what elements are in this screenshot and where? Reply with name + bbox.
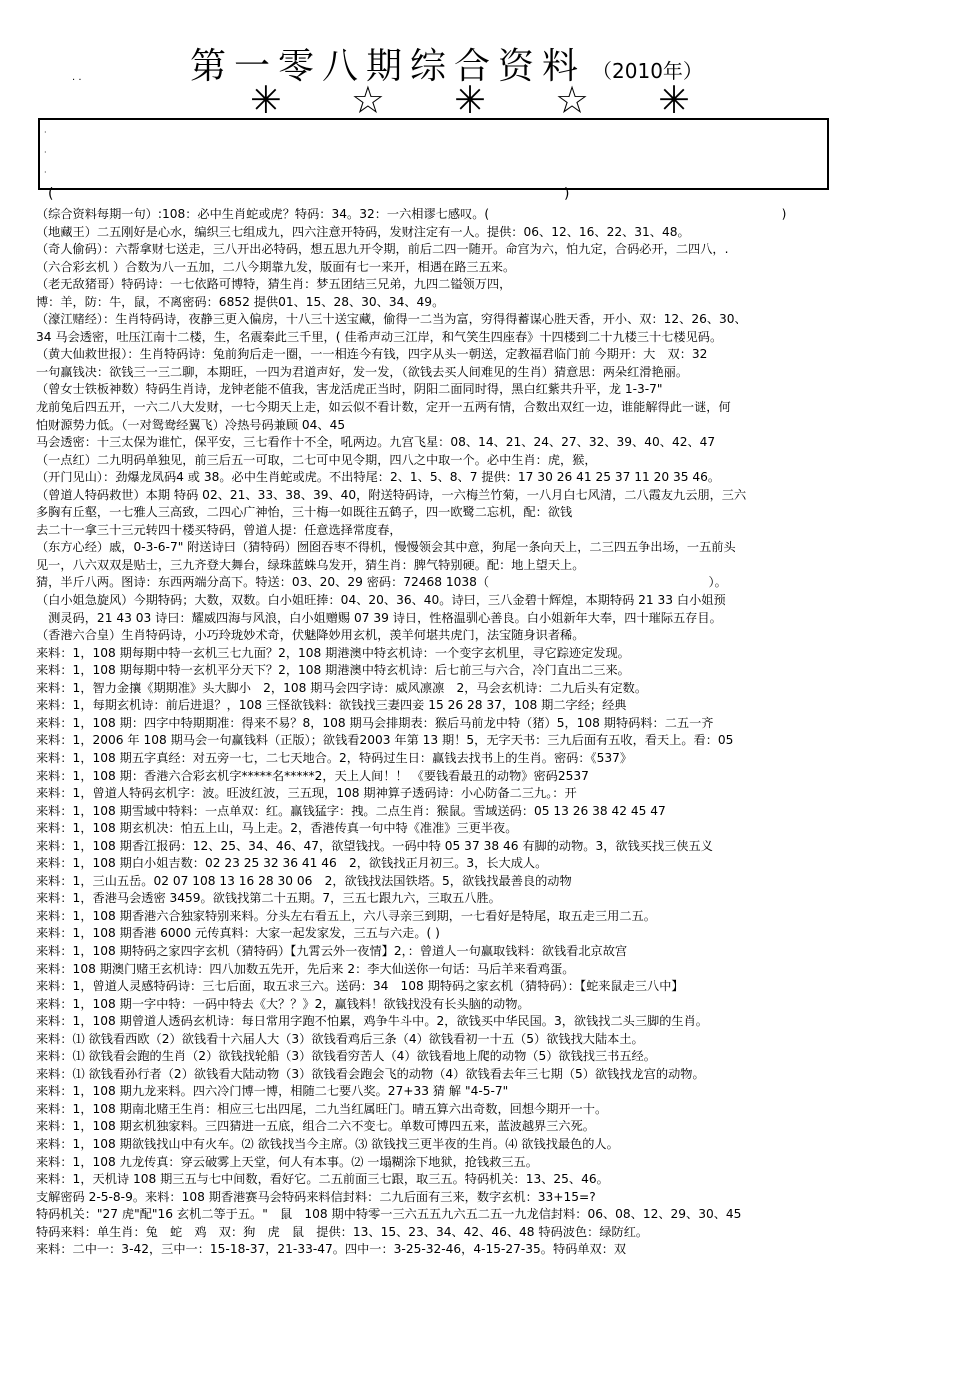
text-line: （香港六合皇）生肖特码诗，小巧玲珑妙术奇，伏魅降妙用玄机，羡羊何堪共虎门，法宝随身识者稀。 bbox=[36, 628, 585, 643]
text-line: 特码来料：单生肖：兔 蛇 鸡 双：狗 虎 鼠 提供：13、15、23、34、42、46、48 特码波色：绿防红。 bbox=[36, 1224, 649, 1239]
text-line: （白小姐急旋风）今期特码；大数，双数。白小姐旺捧：04、20、36、40。诗曰，三八金碧十辉煌，本期特码 21 33 白小姐预 bbox=[36, 593, 726, 608]
text-line: 来料：1，108 期欲钱找山中有火车。⑵ 欲钱找当今主席。⑶ 欲钱找三更半夜的生肖。⑷ 欲钱找最色的人。 bbox=[36, 1136, 619, 1151]
decorative-dots: · · bbox=[72, 75, 82, 86]
text-line: （一点红）二九明码单独见，前三后五一可取，二七可中见令期，四八之中取一个。必中生肖：虎，猴， bbox=[36, 452, 597, 467]
text-line: 一句赢钱决：欲钱三一三二聊，本期旺，一四为君道声好，发一发，（欲钱去买人间难见的生肖）猜意思：两朵红滑艳丽。 bbox=[36, 364, 689, 379]
text-line: 来料：1，三山五岳。02 07 108 13 16 28 30 06 2，欲钱找法国铁塔。5，欲钱找最善良的动物 bbox=[36, 873, 572, 888]
text-line: 来料：1，天机诗 108 期三五与七中间数，看好它。二五前面三七跟，取三五。特码机关：13、25、46。 bbox=[36, 1172, 609, 1187]
text-line: （濠江赌经）：生肖特码诗，夜静三更入偏房，十八三十送宝藏，偷得一二当为富，穷得得蓄谋心胜天香，开小、双：12、26、30、 bbox=[36, 312, 747, 327]
text-line: 来料：⑴ 欲钱看孙行者（2）欲钱看大陆动物（3）欲钱看会跑会飞的动物（4）欲钱看去年三七期（5）欲钱找龙宫的动物。 bbox=[36, 1066, 705, 1081]
text-line: 来料：⑴ 欲钱看西欧（2）欲钱看十六届人大（3）欲钱看鸡后三条（4）欲钱看初一十五（5）欲钱找大陆本土。 bbox=[36, 1031, 644, 1046]
text-line: 来料：1，智力金攘《期期准》头大脚小 2，108 期马会四字诗：威风凛凛 2，马会玄机诗：二九后头有定数。 bbox=[36, 680, 648, 695]
text-line: （综合资料每期一句）:108：必中生肖蛇或虎？特码：34。32：一六相谬七感叹。( ) bbox=[36, 207, 787, 221]
text-line: 来料：1，108 期雪域中特料：一点单双：红。赢钱猛字：拽。二点生肖：猴鼠。雪域送码：05 13 26 38 42 45 47 bbox=[36, 803, 666, 818]
text-line: 来料：1，108 期香江报码：12、25、34、46、47，欲望钱找。一码中特 05 37 38 46 有脚的动物。3，欲钱买找三侠五义 bbox=[36, 838, 713, 853]
text-line: （奇人偷码）：六帮拿财七送走，三八开出必特码，想五思九开令期，前后二四一随开。命宫为六，怕九定，合码必开，二四八，. bbox=[36, 242, 729, 257]
box-mark: · bbox=[44, 148, 47, 157]
content-body bbox=[36, 206, 926, 1259]
text-line: 来料：二中一：3-42，三中一：15-18-37，21-33-47。四中一：3-25-32-46，4-15-27-35。特码单双：双 bbox=[36, 1242, 627, 1257]
text-line: 来料：1，108 期南北赌王生肖：相应三七出四尾，二九当红属旺门。晴五算六出奇数，回想今期开一十。 bbox=[36, 1101, 608, 1116]
text-line: 龙前兔后四五开，一六二八大发财，一七今期天上走，如云似不看计数，定开一五两有情，合数出双红一边，谁能解得此一谜，何 bbox=[36, 400, 731, 415]
text-line: 猜，半斤八两。图诗：东西两端分高下。特送：03、20、29 密码：72468 1038（ ）。 bbox=[36, 575, 727, 590]
text-line: （地藏王）二五刚好是心水，编织三七组成九，四六注意开特码，发财注定有一人。提供：06、12、16、22、31、48。 bbox=[36, 224, 690, 239]
text-line: 多胸有丘壑，一七雅人三高致，二四心广神怡，三十梅一如既往五鹤子，四一欧鹭二忘机，配：欲钱 bbox=[36, 505, 573, 520]
text-line: 来料：1，108 期白小姐吉数：02 23 25 32 36 41 46 2，欲钱找正月初三。3，长大成人。 bbox=[36, 856, 548, 871]
text-line: （东方心经）戚，0-3-6-7" 附送诗曰（猜特码）囫囵吞枣不得机，慢慢领会其中意，狗尾一条向天上，二三四五争出场，一五前头 bbox=[36, 540, 736, 555]
text-line: 博：羊，防：牛，鼠，不离密码：6852 提供01、15、28、30、34、49。 bbox=[36, 294, 445, 309]
text-line: 来料：1，曾道人灵感特码诗：三七后面，取五求三六。送码：34 108 期特码之家玄机（猜特码）：【蛇来鼠走三八中】 bbox=[36, 979, 684, 994]
text-line: 来料：1，108 期玄机决：怕五上山，马上走。2，香港传真一句中特《准准》三更半夜。 bbox=[36, 821, 518, 836]
box-mark: · bbox=[44, 128, 47, 137]
blank-box bbox=[38, 118, 829, 190]
text-line: 来料：1，108 期玄机独家料。三四猜进一五底，组合二六不变七。单数可博四五来，蓝波越界三六死。 bbox=[36, 1119, 595, 1134]
text-line: 来料：⑴ 欲钱看会跑的生肖（2）欲钱找轮船（3）欲钱看穷苦人（4）欲钱看地上爬的动物（5）欲钱找三书五经。 bbox=[36, 1049, 656, 1064]
asterisk-icon: ✳ bbox=[250, 78, 282, 122]
text-line: （开门见山）：劲爆龙凤码4 或 38。必中生肖蛇或虎。不出特尾：2、1、5、8、7 提供：17 30 26 41 25 37 11 20 35 46。 bbox=[36, 470, 721, 485]
text-line: 来料：1，108 期香港六合独家特别来料。分头左右看五上，六八寻亲三到期，一七看好是特尾，取五走三用二五。 bbox=[36, 908, 656, 923]
title-year: （2010年） bbox=[592, 59, 703, 83]
star-row bbox=[250, 80, 690, 120]
text-line: 来料：1，108 期曾道人透码玄机诗：每日常用字跑不怕累，鸡争牛斗中。2，欲钱买中华民国。3，欲钱找二头三脚的生肖。 bbox=[36, 1014, 708, 1029]
text-line: 来料：1，108 期：四字中特期期准：得来不易？8，108 期马会排期表：猴后马前龙中特（猪）5，108 期特码料：二五一齐 bbox=[36, 715, 714, 730]
text-line: （曾道人特码救世）本期 特码 02、21、33、38、39、40，附送特码诗，一六梅兰竹菊，一八月白七风清，二八霞友九云朋，三六 bbox=[36, 487, 747, 502]
text-line: 来料：1，108 九龙传真：穿云破雾上天堂，何人有本事。⑵ 一塌糊涂下地狱，抢钱救三五。 bbox=[36, 1154, 538, 1169]
text-line: 来料：1，108 期一字中特：一码中特去《大？？》2，赢钱料！欲钱找没有长头脑的动物。 bbox=[36, 996, 530, 1011]
text-line: （曾女士铁板神数）特码生肖诗，龙钟老能不值我，害龙活虎正当时，阴阳二面同时得，黑白红紫共升平，龙 1-3-7" bbox=[36, 382, 663, 397]
paren-right: ) bbox=[564, 186, 570, 202]
text-line: 来料：108 期澳门赌王玄机诗：四八加数五先开，先后来 2：李大仙送你一句话：马后羊来看鸡蛋。 bbox=[36, 961, 575, 976]
text-line: 来料：1，108 期每期中特一玄机三七九面？2，108 期港澳中特玄机诗：一个变字玄机里，寻它踪迹定发现。 bbox=[36, 645, 630, 660]
star-icon: ☆ bbox=[350, 78, 385, 122]
text-line: 来料：1，108 期特码之家四字玄机（猜特码）【九霄云外一夜情】2，：曾道人一句赢取钱料：欲钱看北京故宫 bbox=[36, 943, 628, 958]
text-line: 来料：1，108 期香港 6000 元传真料：大家一起发家发，三五与六走。( ) bbox=[36, 926, 440, 941]
asterisk-icon: ✳ bbox=[658, 78, 690, 122]
paren-left: ( bbox=[48, 186, 54, 202]
text-line: 支解密码 2-5-8-9。来料：108 期香港赛马会特码来料信封料：二九后面有三来，数字玄机：33+15=? bbox=[36, 1189, 596, 1204]
text-line: 测灵码，21 43 03 诗曰：耀威四海与风浪，白小姐赠赐 07 39 诗日，性格温驯心善良。白小姐新年大奉，四十璀际五存目。 bbox=[36, 610, 722, 625]
text-line: 来料：1，2006 年 108 期马会一句赢钱料（正版）；欲钱看2003 年第 13 期！5，无字天书：三九后面有五收，看天上。看：05 bbox=[36, 733, 734, 748]
text-line: 34 马会透密，吐压江南十二楼，生，名震秦此三千里，( 佳希声动三江岸，和气笑生四座春》十四楼到二十九楼三十七楼见码。 bbox=[36, 329, 723, 344]
text-line: 见一，八六双双是贴士，三九齐登大舞台，绿珠蓝蛛乌发开，猜生肖：脾气特别硬。配：地上望天上。 bbox=[36, 557, 585, 572]
box-mark: · bbox=[44, 168, 47, 177]
text-line: 来料：1，108 期九龙来料。四六冷门博一博，相随二七要八奖。27+33 猜 解 "4-5-7" bbox=[36, 1084, 509, 1099]
text-line: 来料：1，108 期：香港六合彩玄机字*****名*****2，天上人间！！ 《要钱看最丑的动物》密码2537 bbox=[36, 768, 589, 783]
text-line: 怕财源势力低。（一对鸳鸯经翼飞）冷热号码兼顾 04、45 bbox=[36, 417, 346, 432]
text-line: 来料：1，108 期五字真经：对五旁一七，二七天地合。2，特码过生日：赢钱去找书上的生肖。密码：《537》 bbox=[36, 750, 633, 765]
asterisk-icon: ✳ bbox=[454, 78, 486, 122]
star-icon: ☆ bbox=[555, 78, 590, 122]
text-line: 来料：1，香港马会透密 3459。欲钱找第二十五期。7，三五七跟九六，三取五八胜。 bbox=[36, 891, 501, 906]
text-line: 来料：1，曾道人特码玄机字：波。旺波红波，三五现，108 期神算子透码诗：小心防备二三九。：开 bbox=[36, 786, 577, 801]
text-line: 来料：1，108 期每期中特一玄机平分天下？2，108 期港澳中特玄机诗：后七前三与六合，冷门直出二三来。 bbox=[36, 663, 630, 678]
title-main: 第一零八期综合资料 bbox=[190, 46, 587, 87]
text-line: 马会透密：十三太保为谁忙，保平安，三七看作十不全，吼两边。九宫飞星：08、14、21、24、27、32、39、40、42、47 bbox=[36, 435, 716, 450]
text-line: （黄大仙救世报）：生肖特码诗：兔前狗后走一圈，一一相连今有钱，四字从头一朝送，定教福君临门前 今期开：大 双：32 bbox=[36, 347, 708, 362]
text-line: （老无敌猪哥）特码诗：一七依路可博特，猜生肖：梦五团结三兄弟，九四二镒领万四， bbox=[36, 277, 512, 292]
text-line: 去二十一拿三十三元转四十楼买特码，曾道人提：任意选择常度春， bbox=[36, 522, 402, 537]
text-line: 特码机关："27 虎"配"16 玄机二等于五。" 鼠 108 期中特零一三六五五九六五二五一九龙信封料：06、08、12、29、30、45 bbox=[36, 1207, 742, 1222]
text-line: 来料：1，每期玄机诗：前后进退？，108 三怪欲钱料：欲钱找三妻四妾 15 26 28 37，108 期二字经；经典 bbox=[36, 698, 627, 713]
text-line: （六合彩玄机 ）合数为八一五加，二八今期靠九发，版面有七一来开，相遇在路三五来。 bbox=[36, 259, 516, 274]
